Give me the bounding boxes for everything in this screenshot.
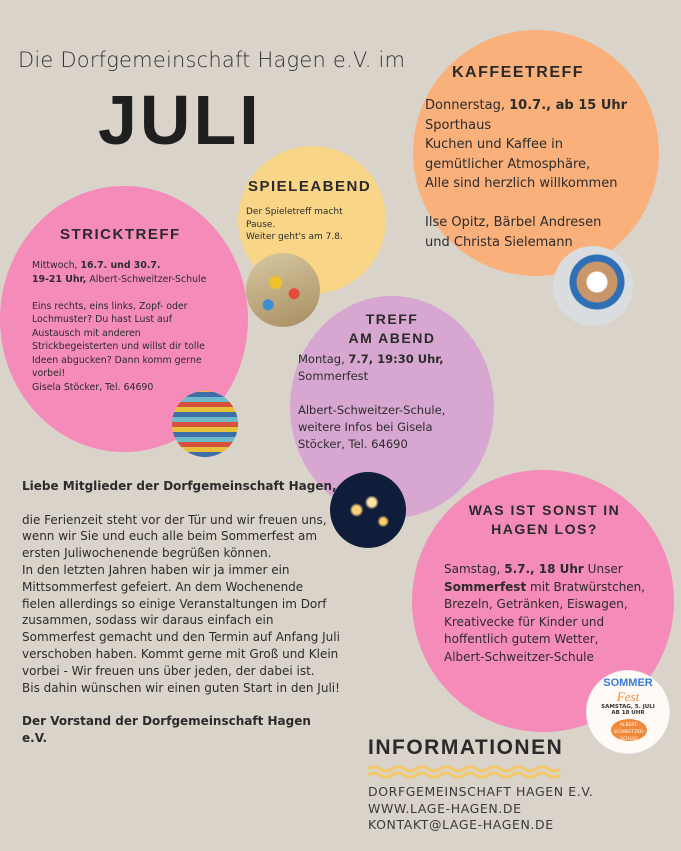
knitted-socks-photo [172, 391, 238, 457]
stricktreff-day: Mittwoch, [32, 260, 81, 271]
treff-event: Sommerfest [298, 369, 369, 383]
board-game-photo [246, 253, 320, 327]
string-lights-photo [330, 472, 406, 548]
header-subtitle: Die Dorfgemeinschaft Hagen e.V. im [18, 48, 406, 72]
treff-info2: Stöcker, Tel. 64690 [298, 437, 408, 451]
info-lines [368, 784, 593, 834]
stricktreff-text: Eins rechts, eins links, Zopf- oder Lochmuster? Du hast Lust auf Austausch mit anderen Strickbegeisterten und willst dir tolle Ideen abgucken? Dann komm gerne vorbei! [32, 300, 205, 379]
sonst-after-event: mit Bratwürstchen, [526, 579, 646, 594]
sonst-event: Sommerfest [444, 579, 527, 594]
spieleabend-line2: Pause. [246, 219, 276, 230]
stricktreff-title: STRICKTREFF [60, 226, 181, 243]
treff-day: Montag, [298, 352, 349, 366]
spieleabend-body [246, 206, 376, 244]
kaffeetreff-place: Sporthaus [425, 117, 492, 133]
sommerfest-poster [586, 670, 670, 754]
sonst-title [452, 501, 637, 539]
sommer-poster-date-text: SAMSTAG, 5. JULI [601, 704, 655, 710]
treff-title-line2: AM ABEND [348, 330, 436, 346]
sonst-after-date: Unser [583, 562, 623, 576]
letter-paragraph-2: In den letzten Jahren haben wir ja immer ein Mittsommerfest gefeiert. An dem Wochenende fielen allerdings so einige Veranstaltungen im Dorf zusammen, sodass wir daraus einfach ein Sommerfest gemacht und den Termin auf Anfang Juli verschoben haben. Kommt gerne mit Groß und Klein vorbei - Wir freuen uns über jeden, der dabei ist. [22, 562, 340, 678]
wave-decoration [368, 765, 566, 779]
sonst-title-line2: HAGEN LOS? [491, 521, 598, 537]
sommer-poster-time-text: AB 18 UHR [611, 710, 645, 716]
info-email-link[interactable]: KONTAKT@LAGE-HAGEN.DE [368, 817, 554, 832]
kaffeetreff-line3: Kuchen und Kaffee in [425, 137, 563, 152]
coffee-cup-photo [553, 246, 633, 326]
kaffeetreff-title: KAFFEETREFF [452, 64, 585, 81]
treff-place: Albert-Schweitzer-Schule, [298, 403, 446, 417]
sonst-line5: hoffentlich gutem Wetter, [444, 632, 599, 646]
spieleabend-title: SPIELEABEND [248, 178, 372, 195]
treff-title-line1: TREFF [365, 311, 419, 327]
kaffeetreff-line5: Alle sind herzlich willkommen [425, 176, 618, 191]
sonst-title-line1: WAS IST SONST IN [468, 502, 621, 518]
sonst-line4: Kreativecke für Kinder und [444, 614, 605, 629]
treff-info1: weitere Infos bei Gisela [298, 420, 433, 434]
kaffeetreff-date: 10.7., ab 15 Uhr [509, 98, 628, 113]
sonst-date: 5.7., 18 Uhr [504, 562, 584, 576]
treff-am-abend-title [340, 310, 444, 348]
info-org: DORFGEMEINSCHAFT HAGEN E.V. [368, 784, 594, 799]
sommer-poster-date [587, 704, 669, 716]
info-website-link[interactable]: WWW.LAGE-HAGEN.DE [368, 800, 522, 816]
sommer-poster-fest: Fest [616, 689, 640, 704]
treff-am-abend-body [298, 351, 484, 453]
stricktreff-place: Albert-Schweitzer-Schule [86, 273, 207, 285]
sonst-line6: Albert-Schweitzer-Schule [444, 649, 594, 664]
sommer-poster-title: SOMMER [603, 677, 653, 689]
letter-greeting: Liebe Mitglieder der Dorfgemeinschaft Hagen, [22, 479, 337, 493]
stricktreff-dates: 16.7. und 30.7. [80, 260, 161, 271]
letter-signature: Der Vorstand der Dorfgemeinschaft Hagen e.V. [22, 714, 311, 745]
month-title: JULI [98, 81, 262, 159]
stricktreff-contact: Gisela Stöcker, Tel. 64690 [32, 381, 154, 393]
sommer-poster-place: ALBERT-SCHWEITZER-SCHULE [611, 719, 647, 741]
kaffeetreff-line4: gemütlicher Atmosphäre, [425, 156, 591, 172]
letter-paragraph-3: Bis dahin wünschen wir einen guten Start in den Juli! [22, 680, 340, 695]
letter [22, 478, 340, 747]
kaffeetreff-hosts1: Ilse Opitz, Bärbel Andresen [425, 215, 602, 230]
sonst-line3: Brezeln, Getränken, Eiswagen, [444, 597, 628, 611]
kaffeetreff-body [425, 96, 650, 252]
stricktreff-body [32, 259, 222, 394]
treff-date: 7.7, 19:30 Uhr, [348, 352, 444, 366]
letter-paragraph-1: die Ferienzeit steht vor der Tür und wir freuen uns, wenn wir Sie und euch alle beim Sommerfest am ersten Juliwochenende begrüßen können. [22, 512, 327, 561]
kaffeetreff-day: Donnerstag, [425, 98, 510, 113]
spieleabend-line1: Der Spieletreff macht [246, 207, 343, 217]
sonst-body [444, 561, 656, 666]
info-title: INFORMATIONEN [368, 736, 564, 759]
stricktreff-time: 19-21 Uhr, [32, 273, 87, 285]
spieleabend-line3: Weiter geht's am 7.8. [246, 232, 343, 242]
kaffeetreff-hosts2: und Christa Sielemann [425, 234, 573, 250]
sonst-day: Samstag, [444, 562, 505, 576]
